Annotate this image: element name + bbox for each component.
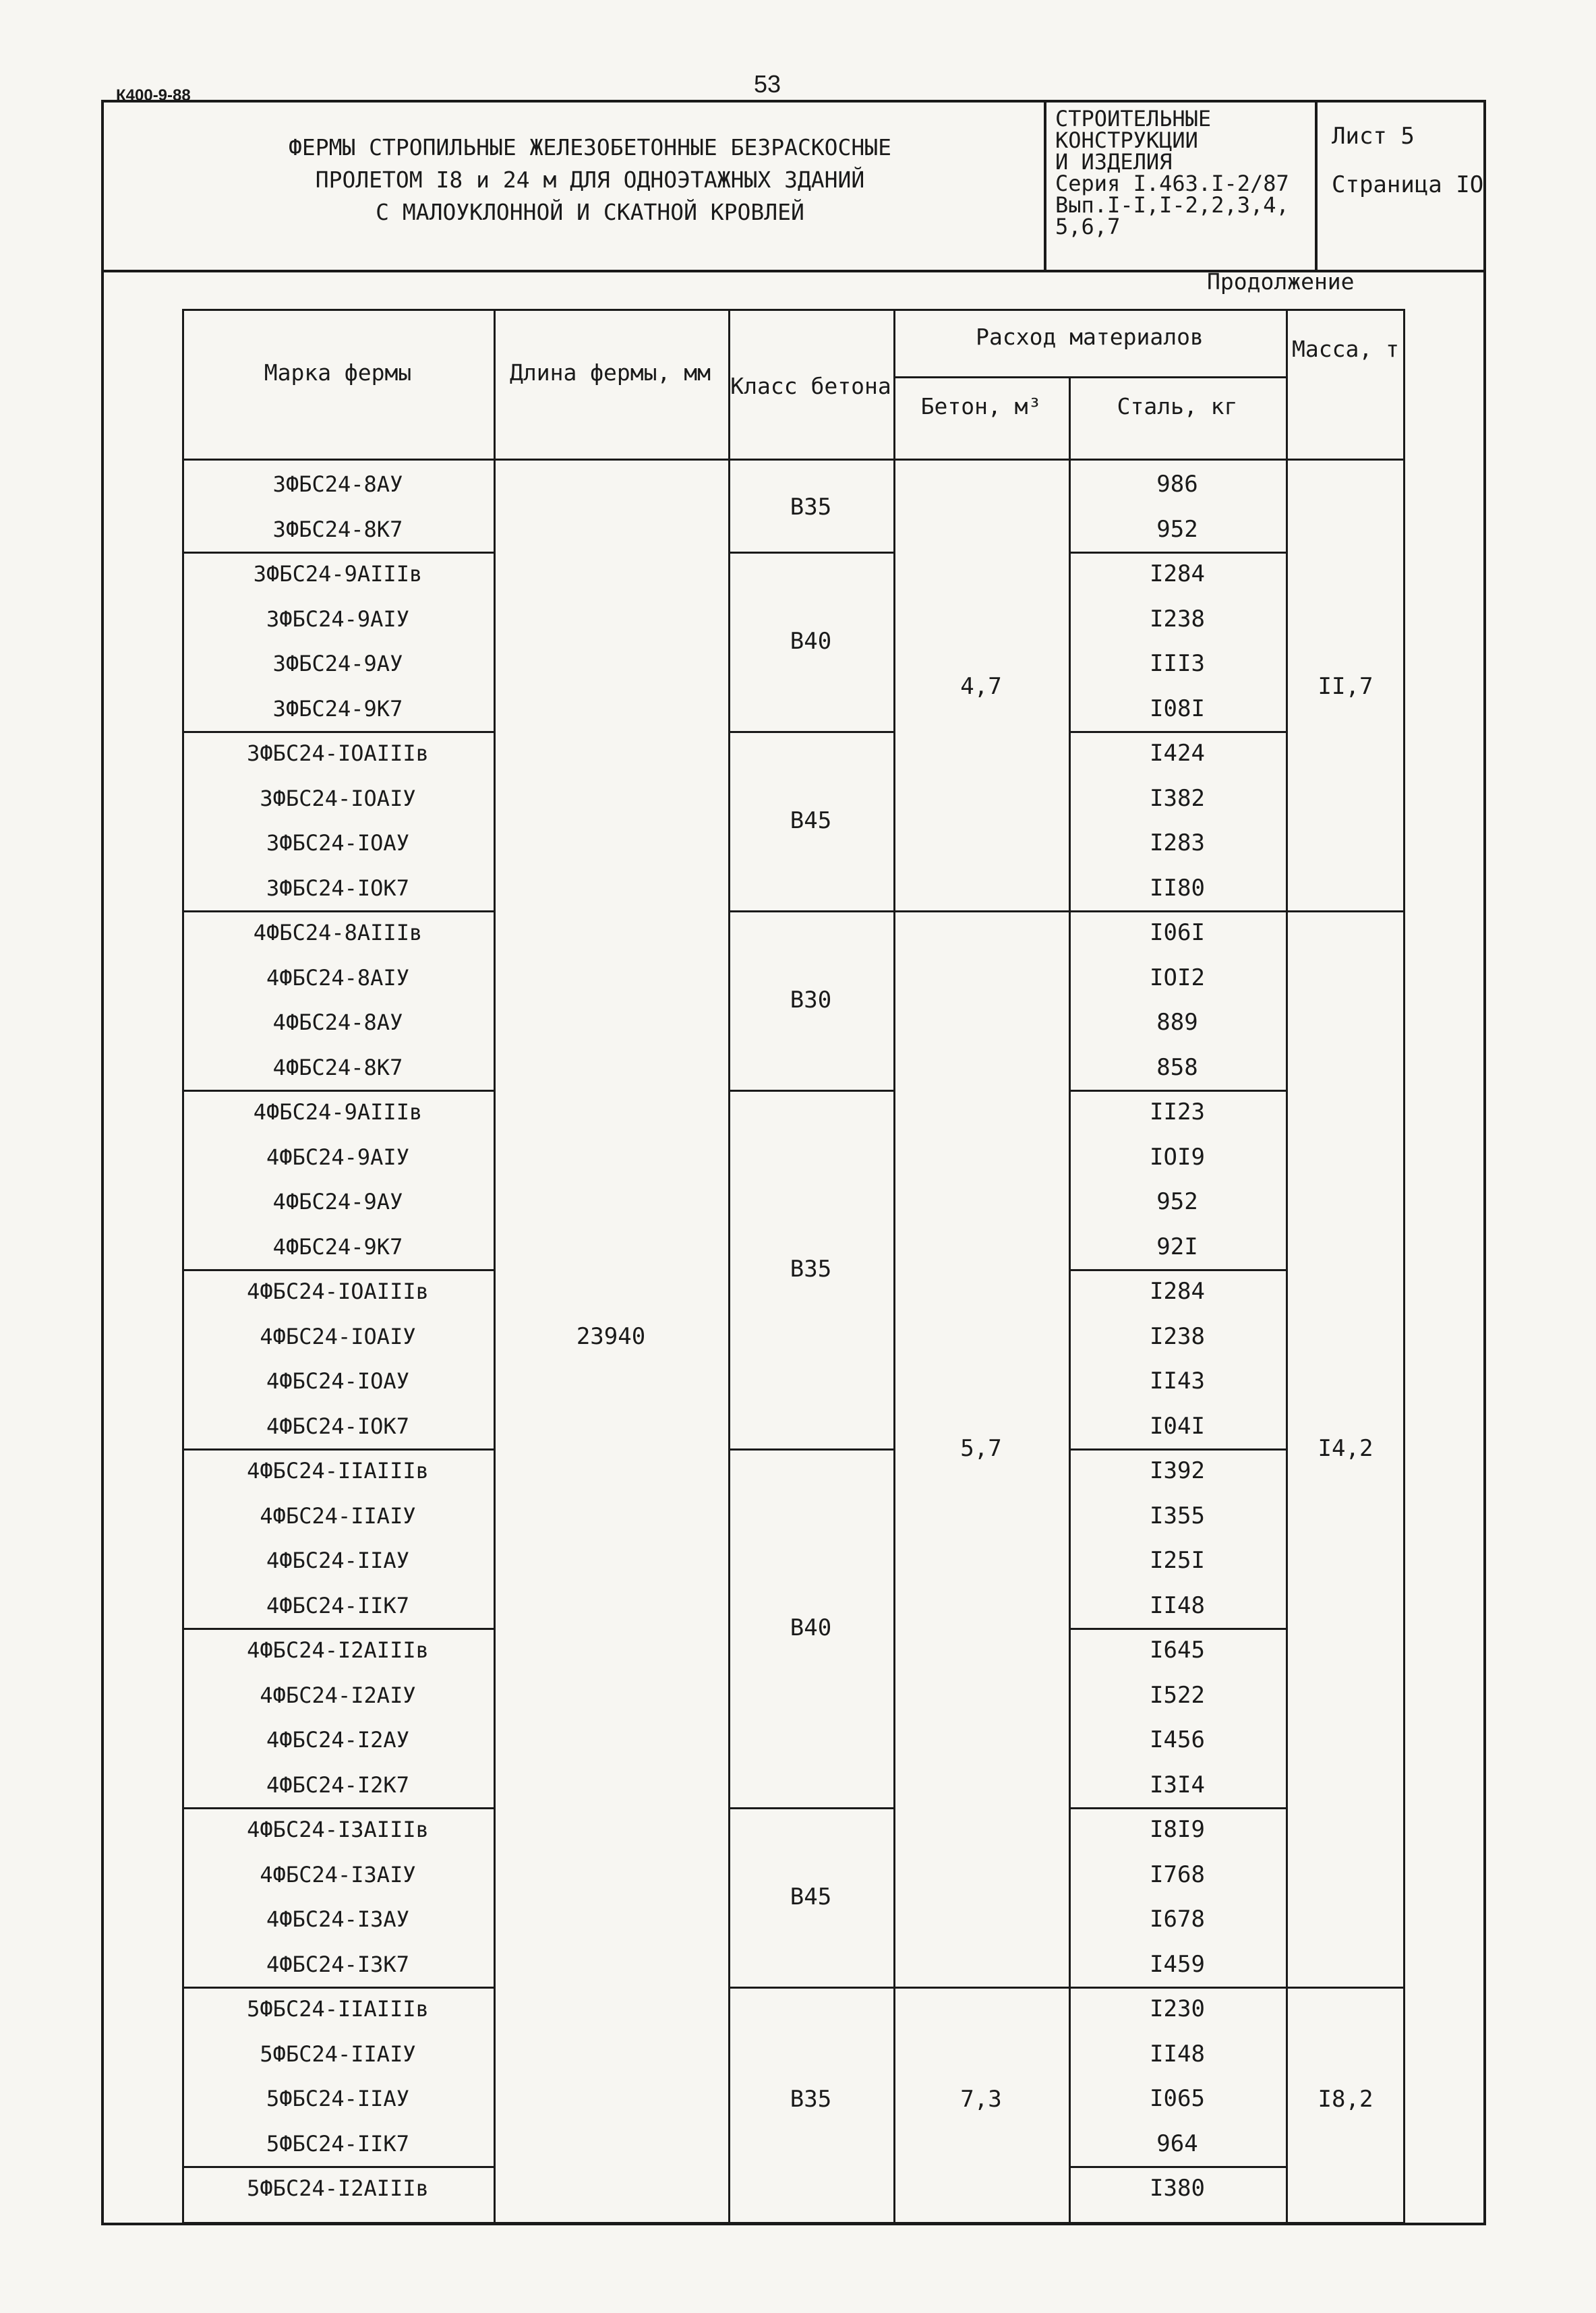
table-row-steel: I06I bbox=[1150, 919, 1205, 946]
table-row-mark: 4ФБС24-IOАIIIв bbox=[247, 1279, 429, 1304]
table-row-steel: III3 bbox=[1150, 650, 1205, 677]
table-row-mark: 4ФБС24-IIАIIIв bbox=[247, 1458, 429, 1484]
table-row-mark: 4ФБС24-I3К7 bbox=[266, 1952, 409, 1977]
header-materials: Расход материалов bbox=[976, 324, 1204, 350]
table-row-steel: I645 bbox=[1150, 1637, 1205, 1664]
table-row-steel: II80 bbox=[1150, 875, 1205, 902]
table-row-mark: 4ФБС24-IOАУ bbox=[266, 1368, 409, 1394]
title-line-1: ФЕРМЫ СТРОПИЛЬНЫЕ ЖЕЛЕЗОБЕТОННЫЕ БЕЗРАСКОСНЫЕ bbox=[288, 134, 892, 160]
materials-table bbox=[182, 309, 1405, 2224]
document-title bbox=[202, 131, 978, 229]
header-steel: Сталь, кг bbox=[1117, 393, 1238, 419]
table-row-steel: I065 bbox=[1150, 2085, 1205, 2112]
table-col-line bbox=[1286, 309, 1288, 2224]
concrete-class-cell: B35 bbox=[790, 2086, 832, 2113]
table-row-steel: I04I bbox=[1150, 1413, 1205, 1440]
title-line-3: С МАЛОУКЛОННОЙ И СКАТНОЙ КРОВЛЕЙ bbox=[376, 199, 804, 225]
table-row-steel: I25I bbox=[1150, 1547, 1205, 1574]
table-bottom-border bbox=[182, 2222, 1405, 2224]
table-row-mark: 3ФБС24-8К7 bbox=[272, 517, 403, 542]
table-row-steel: II43 bbox=[1150, 1368, 1205, 1395]
table-row-steel: I522 bbox=[1150, 1682, 1205, 1709]
table-row-mark: 4ФБС24-9К7 bbox=[272, 1234, 403, 1260]
table-row-mark: 4ФБС24-I3АУ bbox=[266, 1906, 409, 1932]
concrete-group-line bbox=[893, 910, 1069, 912]
class-group-line bbox=[728, 1448, 893, 1451]
table-row-mark: 3ФБС24-IOК7 bbox=[266, 875, 409, 901]
title-line-2: ПРОЛЕТОМ I8 и 24 м ДЛЯ ОДНОЭТАЖНЫХ ЗДАНИЙ bbox=[315, 167, 865, 193]
table-row-steel: II48 bbox=[1150, 2041, 1205, 2068]
table-row-steel: I382 bbox=[1150, 785, 1205, 812]
table-row-mark: 4ФБС24-I3АIУ bbox=[260, 1862, 416, 1887]
table-row-mark: 4ФБС24-8АIIIв bbox=[253, 920, 423, 945]
table-row-mark: 4ФБС24-I2АIIIв bbox=[247, 1637, 429, 1663]
class-group-line bbox=[728, 1090, 893, 1092]
table-row-mark: 4ФБС24-IOК7 bbox=[266, 1413, 409, 1439]
table-row-steel: I424 bbox=[1150, 740, 1205, 767]
table-row-steel: 986 bbox=[1156, 471, 1198, 498]
table-row-steel: IOI2 bbox=[1150, 964, 1205, 991]
mass-group-line bbox=[1286, 910, 1405, 912]
table-row-mark: 4ФБС24-IIАIУ bbox=[260, 1503, 416, 1529]
title-block-vline-1 bbox=[1044, 100, 1046, 270]
length-cell: 23940 bbox=[576, 1323, 646, 1350]
page-label: Страница IO bbox=[1332, 171, 1484, 198]
series-line-1: СТРОИТЕЛЬНЫЕ bbox=[1055, 106, 1212, 131]
class-group-line bbox=[728, 552, 893, 554]
header-mark: Марка фермы bbox=[264, 359, 412, 386]
table-row-steel: IOI9 bbox=[1150, 1144, 1205, 1171]
table-row-mark: 4ФБС24-I2АIУ bbox=[260, 1682, 416, 1708]
table-row-mark: 5ФБС24-IIАУ bbox=[266, 2086, 409, 2111]
table-row-steel: I459 bbox=[1150, 1951, 1205, 1978]
table-row-mark: 4ФБС24-8К7 bbox=[272, 1055, 403, 1080]
concrete-class-cell: B35 bbox=[790, 1256, 832, 1283]
table-row-mark: 3ФБС24-IOАIУ bbox=[260, 786, 416, 811]
table-row-mark: 4ФБС24-IIК7 bbox=[266, 1593, 409, 1618]
table-row-mark: 4ФБС24-8АУ bbox=[272, 1009, 403, 1035]
table-row-steel: I283 bbox=[1150, 829, 1205, 856]
concrete-volume-cell: 5,7 bbox=[960, 1435, 1002, 1462]
mass-cell: I8,2 bbox=[1318, 2086, 1373, 2113]
table-row-steel: 858 bbox=[1156, 1054, 1198, 1081]
header-concrete-class: Класс бетона bbox=[730, 373, 891, 399]
concrete-class-cell: B40 bbox=[790, 1614, 832, 1641]
table-top-border bbox=[182, 309, 1405, 311]
concrete-class-cell: B45 bbox=[790, 807, 832, 834]
table-row-mark: 4ФБС24-9АIУ bbox=[266, 1144, 409, 1170]
table-row-steel: I678 bbox=[1150, 1906, 1205, 1933]
table-row-mark: 3ФБС24-9К7 bbox=[272, 696, 403, 722]
table-row-steel: I8I9 bbox=[1150, 1816, 1205, 1843]
table-row-steel: I238 bbox=[1150, 606, 1205, 633]
table-row-mark: 5ФБС24-IIК7 bbox=[266, 2131, 409, 2157]
table-row-steel: I230 bbox=[1150, 1995, 1205, 2022]
mass-group-line bbox=[1286, 1987, 1405, 1989]
series-line-6: 5,6,7 bbox=[1055, 214, 1121, 239]
mass-cell: II,7 bbox=[1318, 673, 1373, 700]
table-row-steel: I284 bbox=[1150, 560, 1205, 587]
class-group-line bbox=[728, 731, 893, 733]
table-row-steel: II48 bbox=[1150, 1592, 1205, 1619]
series-line-2: КОНСТРУКЦИИ bbox=[1055, 127, 1198, 153]
series-line-4: Серия I.463.I-2/87 bbox=[1055, 171, 1289, 196]
table-row-steel: I456 bbox=[1150, 1726, 1205, 1753]
table-row-steel: I3I4 bbox=[1150, 1772, 1205, 1798]
page-number: 53 bbox=[754, 70, 781, 98]
sheet-label: Лист 5 bbox=[1332, 123, 1415, 150]
table-row-steel: I284 bbox=[1150, 1278, 1205, 1305]
table-row-steel: I355 bbox=[1150, 1502, 1205, 1529]
concrete-class-cell: B45 bbox=[790, 1883, 832, 1910]
table-row-mark: 3ФБС24-IOАIIIв bbox=[247, 740, 429, 766]
table-row-mark: 4ФБС24-I2К7 bbox=[266, 1772, 409, 1798]
table-row-mark: 4ФБС24-8АIУ bbox=[266, 965, 409, 991]
table-col-line bbox=[494, 309, 496, 2224]
class-group-line bbox=[728, 910, 893, 912]
table-row-mark: 3ФБС24-9АУ bbox=[272, 651, 403, 676]
class-group-line bbox=[728, 1987, 893, 1989]
table-row-steel: 889 bbox=[1156, 1009, 1198, 1036]
table-row-mark: 5ФБС24-IIАIУ bbox=[260, 2041, 416, 2067]
table-row-steel: I392 bbox=[1150, 1457, 1205, 1484]
table-row-mark: 4ФБС24-9АУ bbox=[272, 1189, 403, 1214]
table-row-steel: I08I bbox=[1150, 695, 1205, 722]
table-row-steel: I238 bbox=[1150, 1323, 1205, 1350]
continuation-label: Продолжение bbox=[1207, 268, 1355, 295]
table-row-steel: 964 bbox=[1156, 2130, 1198, 2157]
series-info bbox=[1055, 108, 1325, 237]
table-row-steel: 952 bbox=[1156, 516, 1198, 543]
table-row-mark: 5ФБС24-IIАIIIв bbox=[247, 1996, 429, 2022]
table-row-steel: II23 bbox=[1150, 1099, 1205, 1125]
sheet-info bbox=[1332, 112, 1483, 209]
table-row-mark: 3ФБС24-9АIIIв bbox=[253, 561, 423, 587]
table-right-border bbox=[1403, 309, 1405, 2224]
series-line-3: И ИЗДЕЛИЯ bbox=[1055, 149, 1173, 175]
series-line-5: Вып.I-I,I-2,2,3,4, bbox=[1055, 192, 1289, 218]
table-row-mark: 4ФБС24-I3АIIIв bbox=[247, 1817, 429, 1842]
header-length: Длина фермы, мм bbox=[509, 359, 711, 386]
table-row-mark: 5ФБС24-I2АIIIв bbox=[247, 2175, 429, 2201]
table-row-steel: I768 bbox=[1150, 1861, 1205, 1888]
header-bottom-line bbox=[182, 459, 1405, 461]
table-row-mark: 4ФБС24-IOАIУ bbox=[260, 1324, 416, 1349]
header-sub-line bbox=[893, 376, 1286, 378]
concrete-group-line bbox=[893, 1987, 1069, 1989]
concrete-volume-cell: 7,3 bbox=[960, 2086, 1002, 2113]
header-mass: Масса, т bbox=[1292, 336, 1399, 362]
concrete-class-cell: B40 bbox=[790, 628, 832, 655]
table-row-mark: 4ФБС24-IIАУ bbox=[266, 1548, 409, 1573]
header-concrete: Бетон, м³ bbox=[920, 393, 1042, 419]
table-row-mark: 3ФБС24-9АIУ bbox=[266, 606, 409, 632]
concrete-class-cell: B30 bbox=[790, 987, 832, 1014]
concrete-volume-cell: 4,7 bbox=[960, 673, 1002, 700]
table-row-mark: 3ФБС24-IOАУ bbox=[266, 830, 409, 856]
table-row-mark: 4ФБС24-9АIIIв bbox=[253, 1099, 423, 1125]
class-group-line bbox=[728, 1807, 893, 1809]
table-row-steel: 952 bbox=[1156, 1188, 1198, 1215]
table-col-line bbox=[893, 309, 895, 2224]
mass-cell: I4,2 bbox=[1318, 1435, 1373, 1462]
document-number: К400-9-88 bbox=[116, 86, 191, 105]
concrete-class-cell: B35 bbox=[790, 494, 832, 521]
table-row-steel: I380 bbox=[1150, 2175, 1205, 2202]
table-row-mark: 4ФБС24-I2АУ bbox=[266, 1727, 409, 1753]
table-row-mark: 3ФБС24-8АУ bbox=[272, 471, 403, 497]
table-row-steel: 92I bbox=[1156, 1233, 1198, 1260]
